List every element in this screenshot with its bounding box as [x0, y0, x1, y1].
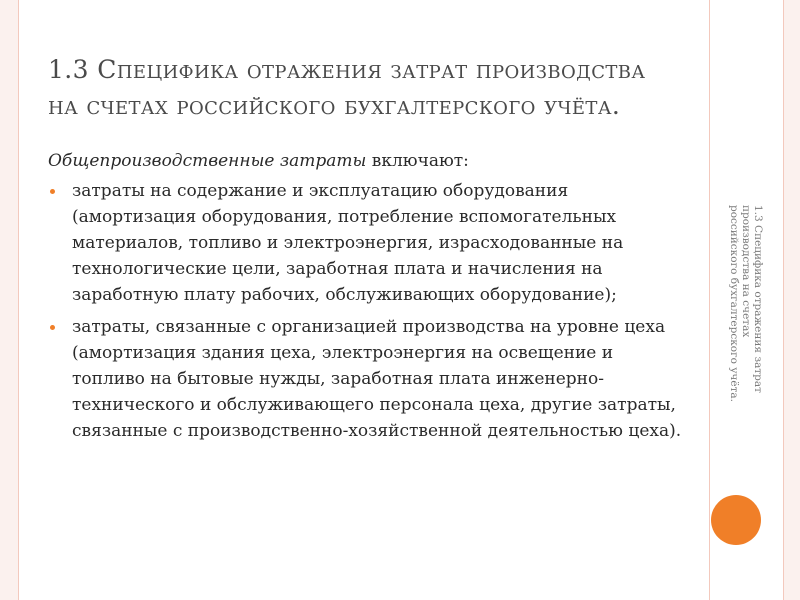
bullet-text: затраты на содержание и эксплуатацию оборудования (амортизация оборудования, потребление вспомогательных материалов, топливо и электроэнергия, израсходованные на технологические цели, заработная плата и начисления на заработную плату рабочих, обслуживающих оборудование); [72, 181, 624, 305]
side-caption-box [714, 205, 764, 405]
side-caption: 1.3 Специфика отражения затрат производства на счетах российского бухгалтерского учёта. [728, 205, 764, 402]
slide-title: 1.3 Специфика отражения затрат производства на счетах российского бухгалтерского учёта. [48, 55, 646, 120]
intro-rest: включают: [366, 151, 469, 171]
bullet-text: затраты, связанные с организацией производства на уровне цеха (амортизация здания цеха, электроэнергия на освещение и топливо на бытовые нужды, заработная плата инженерно-технического и обслуживающего персонала цеха, другие затраты, связанные с производственно-хозяйственной деятельностью цеха). [72, 317, 682, 441]
bullet-list [48, 178, 688, 444]
side-divider [709, 0, 710, 600]
intro-line [48, 148, 688, 174]
list-item [48, 178, 688, 308]
list-item [48, 314, 688, 444]
accent-circle [711, 495, 761, 545]
intro-italic: Общепроизводственные затраты [48, 151, 367, 171]
bullet-dot-icon [50, 325, 55, 330]
bullet-dot-icon [50, 189, 55, 194]
slide-body [48, 148, 688, 450]
